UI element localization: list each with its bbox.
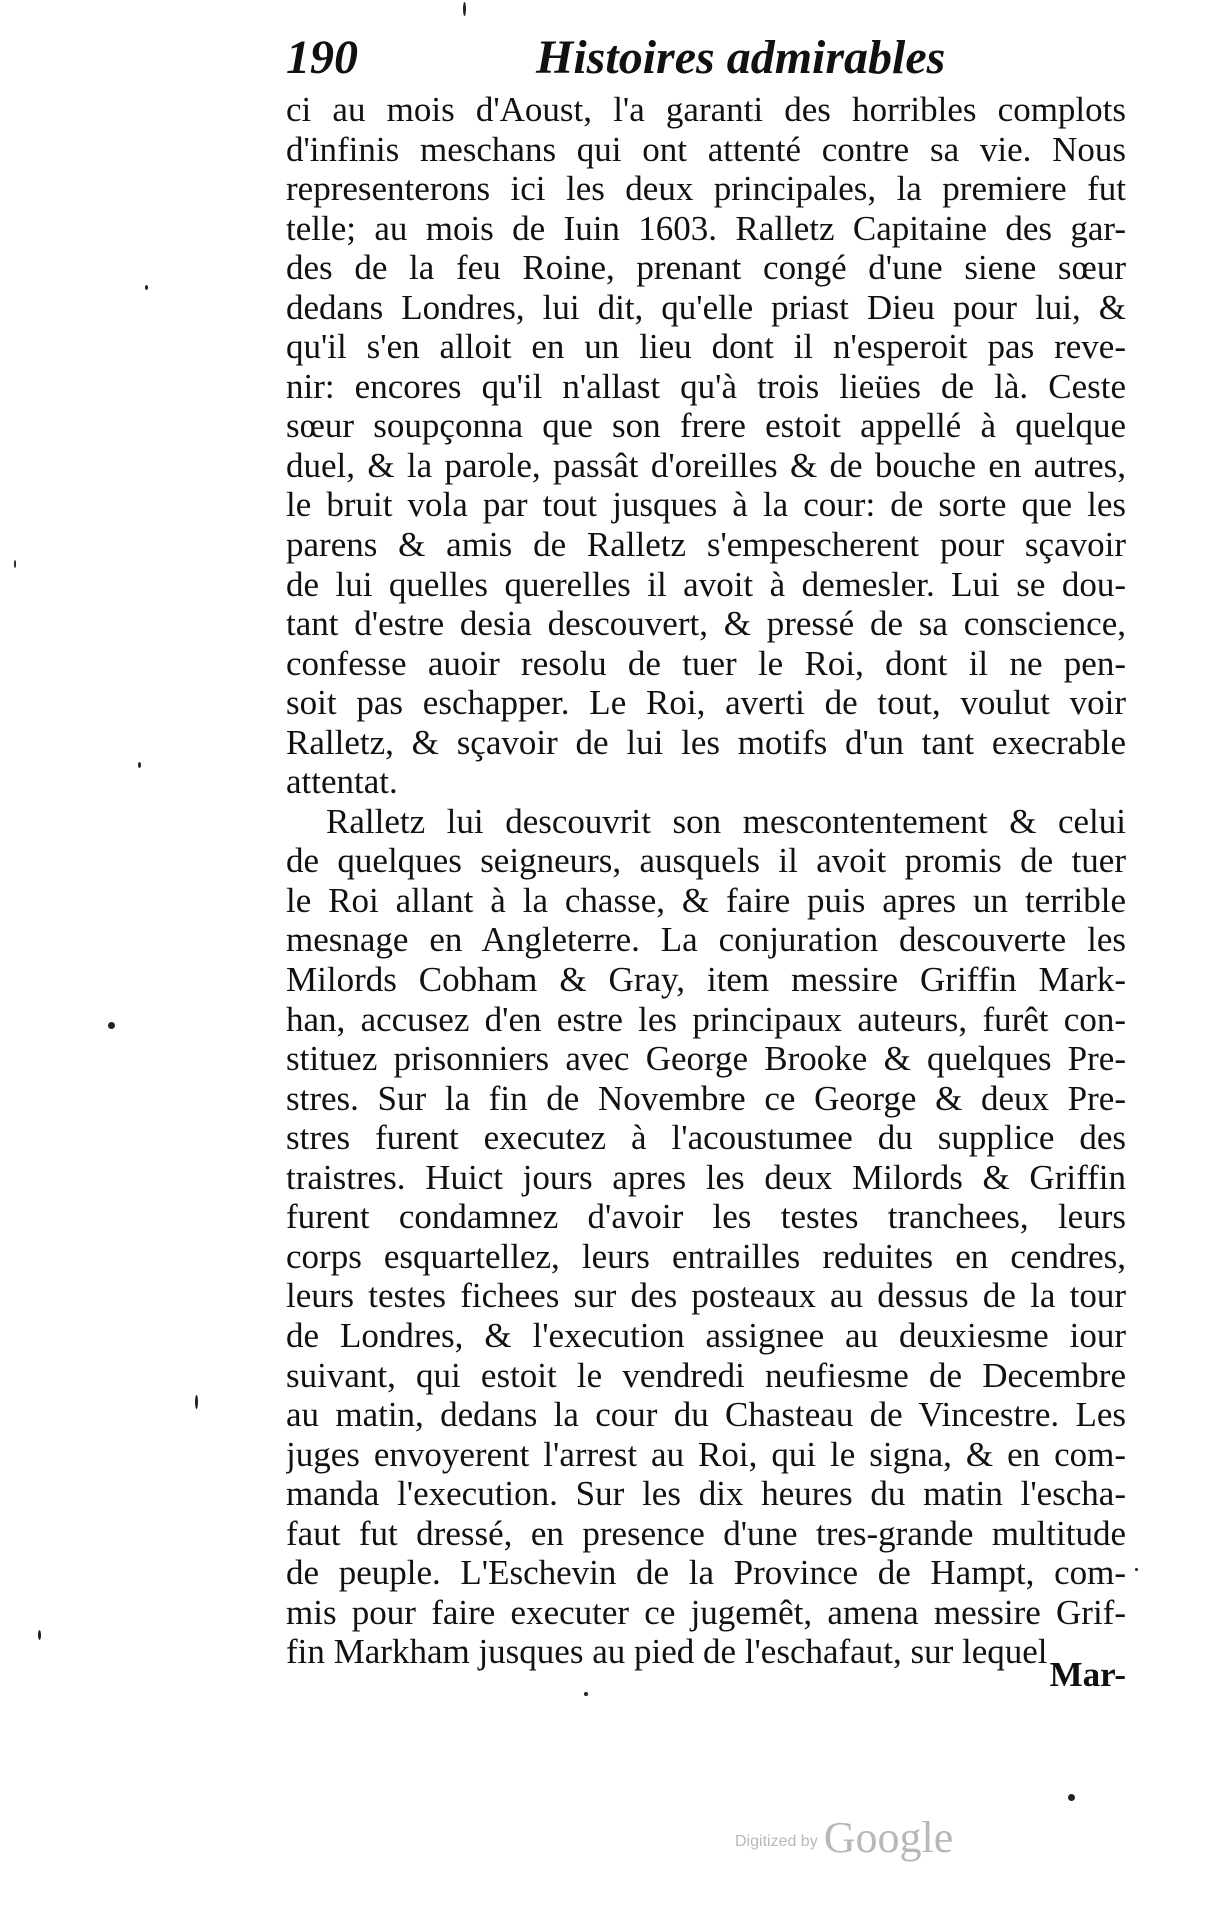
text-line: le Roi allant à la chasse, & faire puis apres un terrible <box>286 880 1126 920</box>
text-line: representerons ici les deux principales, la premiere fut <box>286 169 1126 209</box>
scan-speck <box>195 1395 198 1409</box>
text-line: han, accusez d'en estre les principaux auteurs, furêt con- <box>286 999 1126 1039</box>
text-line: ci au mois d'Aoust, l'a garanti des horribles complots <box>286 90 1126 129</box>
text-line: stres furent executez à l'acoustumee du supplice des <box>286 1118 1126 1158</box>
text-line: corps esquartellez, leurs entrailles reduites en cendres, <box>286 1236 1126 1276</box>
scan-speck <box>14 560 16 568</box>
text-line: Ralletz, & sçavoir de lui les motifs d'un tant execrable <box>286 722 1126 762</box>
text-line: telle; au mois de Iuin 1603. Ralletz Capitaine des gar- <box>286 208 1126 248</box>
watermark-brand: Google <box>823 1813 954 1862</box>
text-line: d'infinis meschans qui ont attenté contre sa vie. Nous <box>286 129 1126 169</box>
text-line: de Londres, & l'execution assignee au deuxiesme iour <box>286 1315 1126 1355</box>
text-line: de lui quelles querelles il avoit à demesler. Lui se dou- <box>286 564 1126 604</box>
running-head <box>286 28 1126 88</box>
text-line: dedans Londres, lui dit, qu'elle priast Dieu pour lui, & <box>286 287 1126 327</box>
text-line: confesse auoir resolu de tuer le Roi, dont il ne pen- <box>286 643 1126 683</box>
text-line: duel, & la parole, passât d'oreilles & de bouche en autres, <box>286 445 1126 485</box>
text-line: faut fut dressé, en presence d'une tres-grande multitude <box>286 1513 1126 1553</box>
text-line: juges envoyerent l'arrest au Roi, qui le signa, & en com- <box>286 1434 1126 1474</box>
text-line: qu'il s'en alloit en un lieu dont il n'esperoit pas reve- <box>286 327 1126 367</box>
scan-speck <box>1135 1568 1138 1571</box>
text-line: des de la feu Roine, prenant congé d'une siene sœur <box>286 248 1126 288</box>
scan-speck <box>38 1630 41 1640</box>
text-line: soit pas eschapper. Le Roi, averti de tout, voulut voir <box>286 683 1126 723</box>
scan-speck <box>138 762 141 768</box>
text-line: de peuple. L'Eschevin de la Province de Hampt, com- <box>286 1553 1126 1593</box>
text-line: leurs testes fichees sur des posteaux au dessus de la tour <box>286 1276 1126 1316</box>
text-line: stres. Sur la fin de Novembre ce George & deux Pre- <box>286 1078 1126 1118</box>
text-line: au matin, dedans la cour du Chasteau de Vincestre. Les <box>286 1395 1126 1435</box>
text-line: parens & amis de Ralletz s'empescherent pour sçavoir <box>286 525 1126 565</box>
text-line: le bruit vola par tout jusques à la cour: de sorte que les <box>286 485 1126 525</box>
scan-speck <box>108 1022 115 1029</box>
text-line: traistres. Huict jours apres les deux Milords & Griffin <box>286 1157 1126 1197</box>
body-text <box>286 90 1126 1672</box>
scan-speck <box>584 1692 588 1696</box>
watermark-small-text: Digitized by <box>735 1833 818 1850</box>
catchword: Mar- <box>1049 1655 1126 1694</box>
text-line: de quelques seigneurs, ausquels il avoit promis de tuer <box>286 841 1126 881</box>
scan-speck <box>463 2 466 16</box>
text-line: mis pour faire executer ce jugemêt, amena messire Grif- <box>286 1592 1126 1632</box>
text-line: Ralletz lui descouvrit son mescontentement & celui <box>326 801 1126 841</box>
text-line: attentat. <box>286 762 398 802</box>
page-number: 190 <box>286 31 358 84</box>
scan-speck <box>1068 1794 1075 1801</box>
text-line: nir: encores qu'il n'allast qu'à trois lieües de là. Ceste <box>286 366 1126 406</box>
text-line: stituez prisonniers avec George Brooke & quelques Pre- <box>286 1039 1126 1079</box>
text-line: tant d'estre desia descouvert, & pressé de sa conscience, <box>286 604 1126 644</box>
digitized-by-google-watermark <box>735 1812 953 1862</box>
scan-speck <box>145 285 148 290</box>
text-line: fin Markham jusques au pied de l'eschafaut, sur lequel <box>286 1632 1048 1672</box>
text-line: Milords Cobham & Gray, item messire Griffin Mark- <box>286 960 1126 1000</box>
text-line: mesnage en Angleterre. La conjuration descouverte les <box>286 920 1126 960</box>
text-line: manda l'execution. Sur les dix heures du matin l'escha- <box>286 1474 1126 1514</box>
text-line: furent condamnez d'avoir les testes tranchees, leurs <box>286 1197 1126 1237</box>
text-line: suivant, qui estoit le vendredi neufiesme de Decembre <box>286 1355 1126 1395</box>
text-line: sœur soupçonna que son frere estoit appellé à quelque <box>286 406 1126 446</box>
running-title: Histoires admirables <box>536 31 946 84</box>
